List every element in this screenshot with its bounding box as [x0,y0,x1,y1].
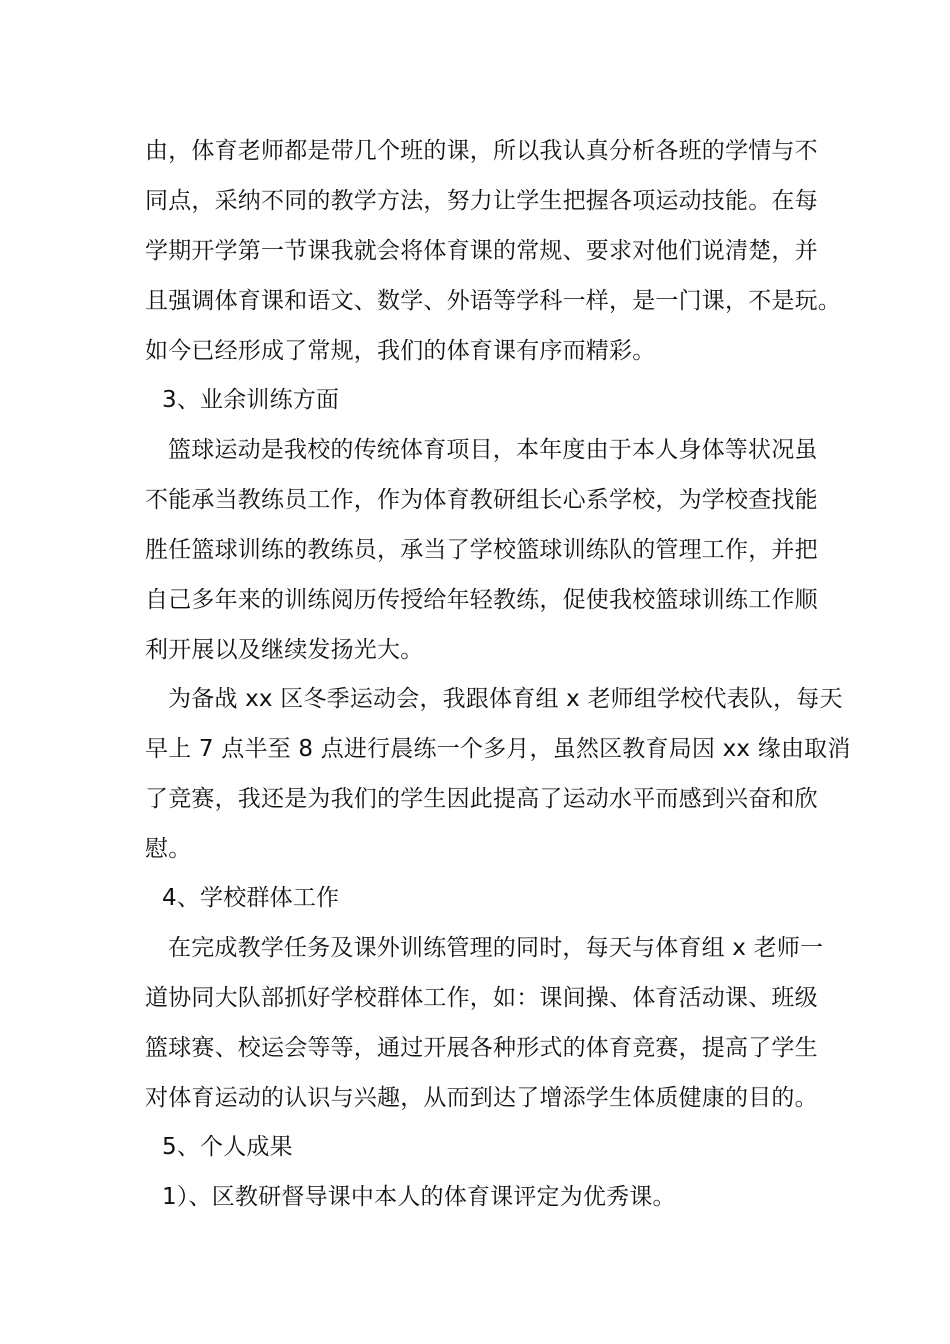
body-text-line: 如今已经形成了常规，我们的体育课有序而精彩。 [145,338,656,364]
body-text-line: 胜任篮球训练的教练员，承当了学校篮球训练队的管理工作，并把 [145,537,818,563]
list-item: 1）、区教研督导课中本人的体育课评定为优秀课。 [162,1184,676,1210]
section-heading: 3、业余训练方面 [162,387,340,413]
body-text-line: 利开展以及继续发扬光大。 [145,637,424,663]
body-text-line: 早上 7 点半至 8 点进行晨练一个多月，虽然区教育局因 xx 缘由取消 [145,736,851,762]
body-text-line: 道协同大队部抓好学校群体工作，如：课间操、体育活动课、班级 [145,985,818,1011]
body-text-line: 为备战 xx 区冬季运动会，我跟体育组 x 老师组学校代表队，每天 [168,686,843,712]
body-text-line: 学期开学第一节课我就会将体育课的常规、要求对他们说清楚，并 [145,238,818,264]
body-text-line: 在完成教学任务及课外训练管理的同时，每天与体育组 x 老师一 [168,935,824,961]
body-text-line: 自己多年来的训练阅历传授给年轻教练，促使我校篮球训练工作顺 [145,587,818,613]
body-text-line: 篮球运动是我校的传统体育项目，本年度由于本人身体等状况虽 [168,437,818,463]
body-text-line: 由，体育老师都是带几个班的课，所以我认真分析各班的学情与不 [145,138,818,164]
body-text-line: 不能承当教练员工作，作为体育教研组长心系学校，为学校查找能 [145,487,818,513]
body-text-line: 慰。 [145,836,192,862]
section-heading: 5、个人成果 [162,1134,293,1160]
body-text-line: 了竞赛，我还是为我们的学生因此提高了运动水平而感到兴奋和欣 [145,786,818,812]
body-text-line: 对体育运动的认识与兴趣，从而到达了增添学生体质健康的目的。 [145,1085,818,1111]
section-heading: 4、学校群体工作 [162,885,340,911]
body-text-line: 篮球赛、校运会等等，通过开展各种形式的体育竞赛，提高了学生 [145,1035,818,1061]
body-text-line: 且强调体育课和语文、数学、外语等学科一样，是一门课，不是玩。 [145,288,841,314]
body-text-line: 同点，采纳不同的教学方法，努力让学生把握各项运动技能。在每 [145,188,818,214]
